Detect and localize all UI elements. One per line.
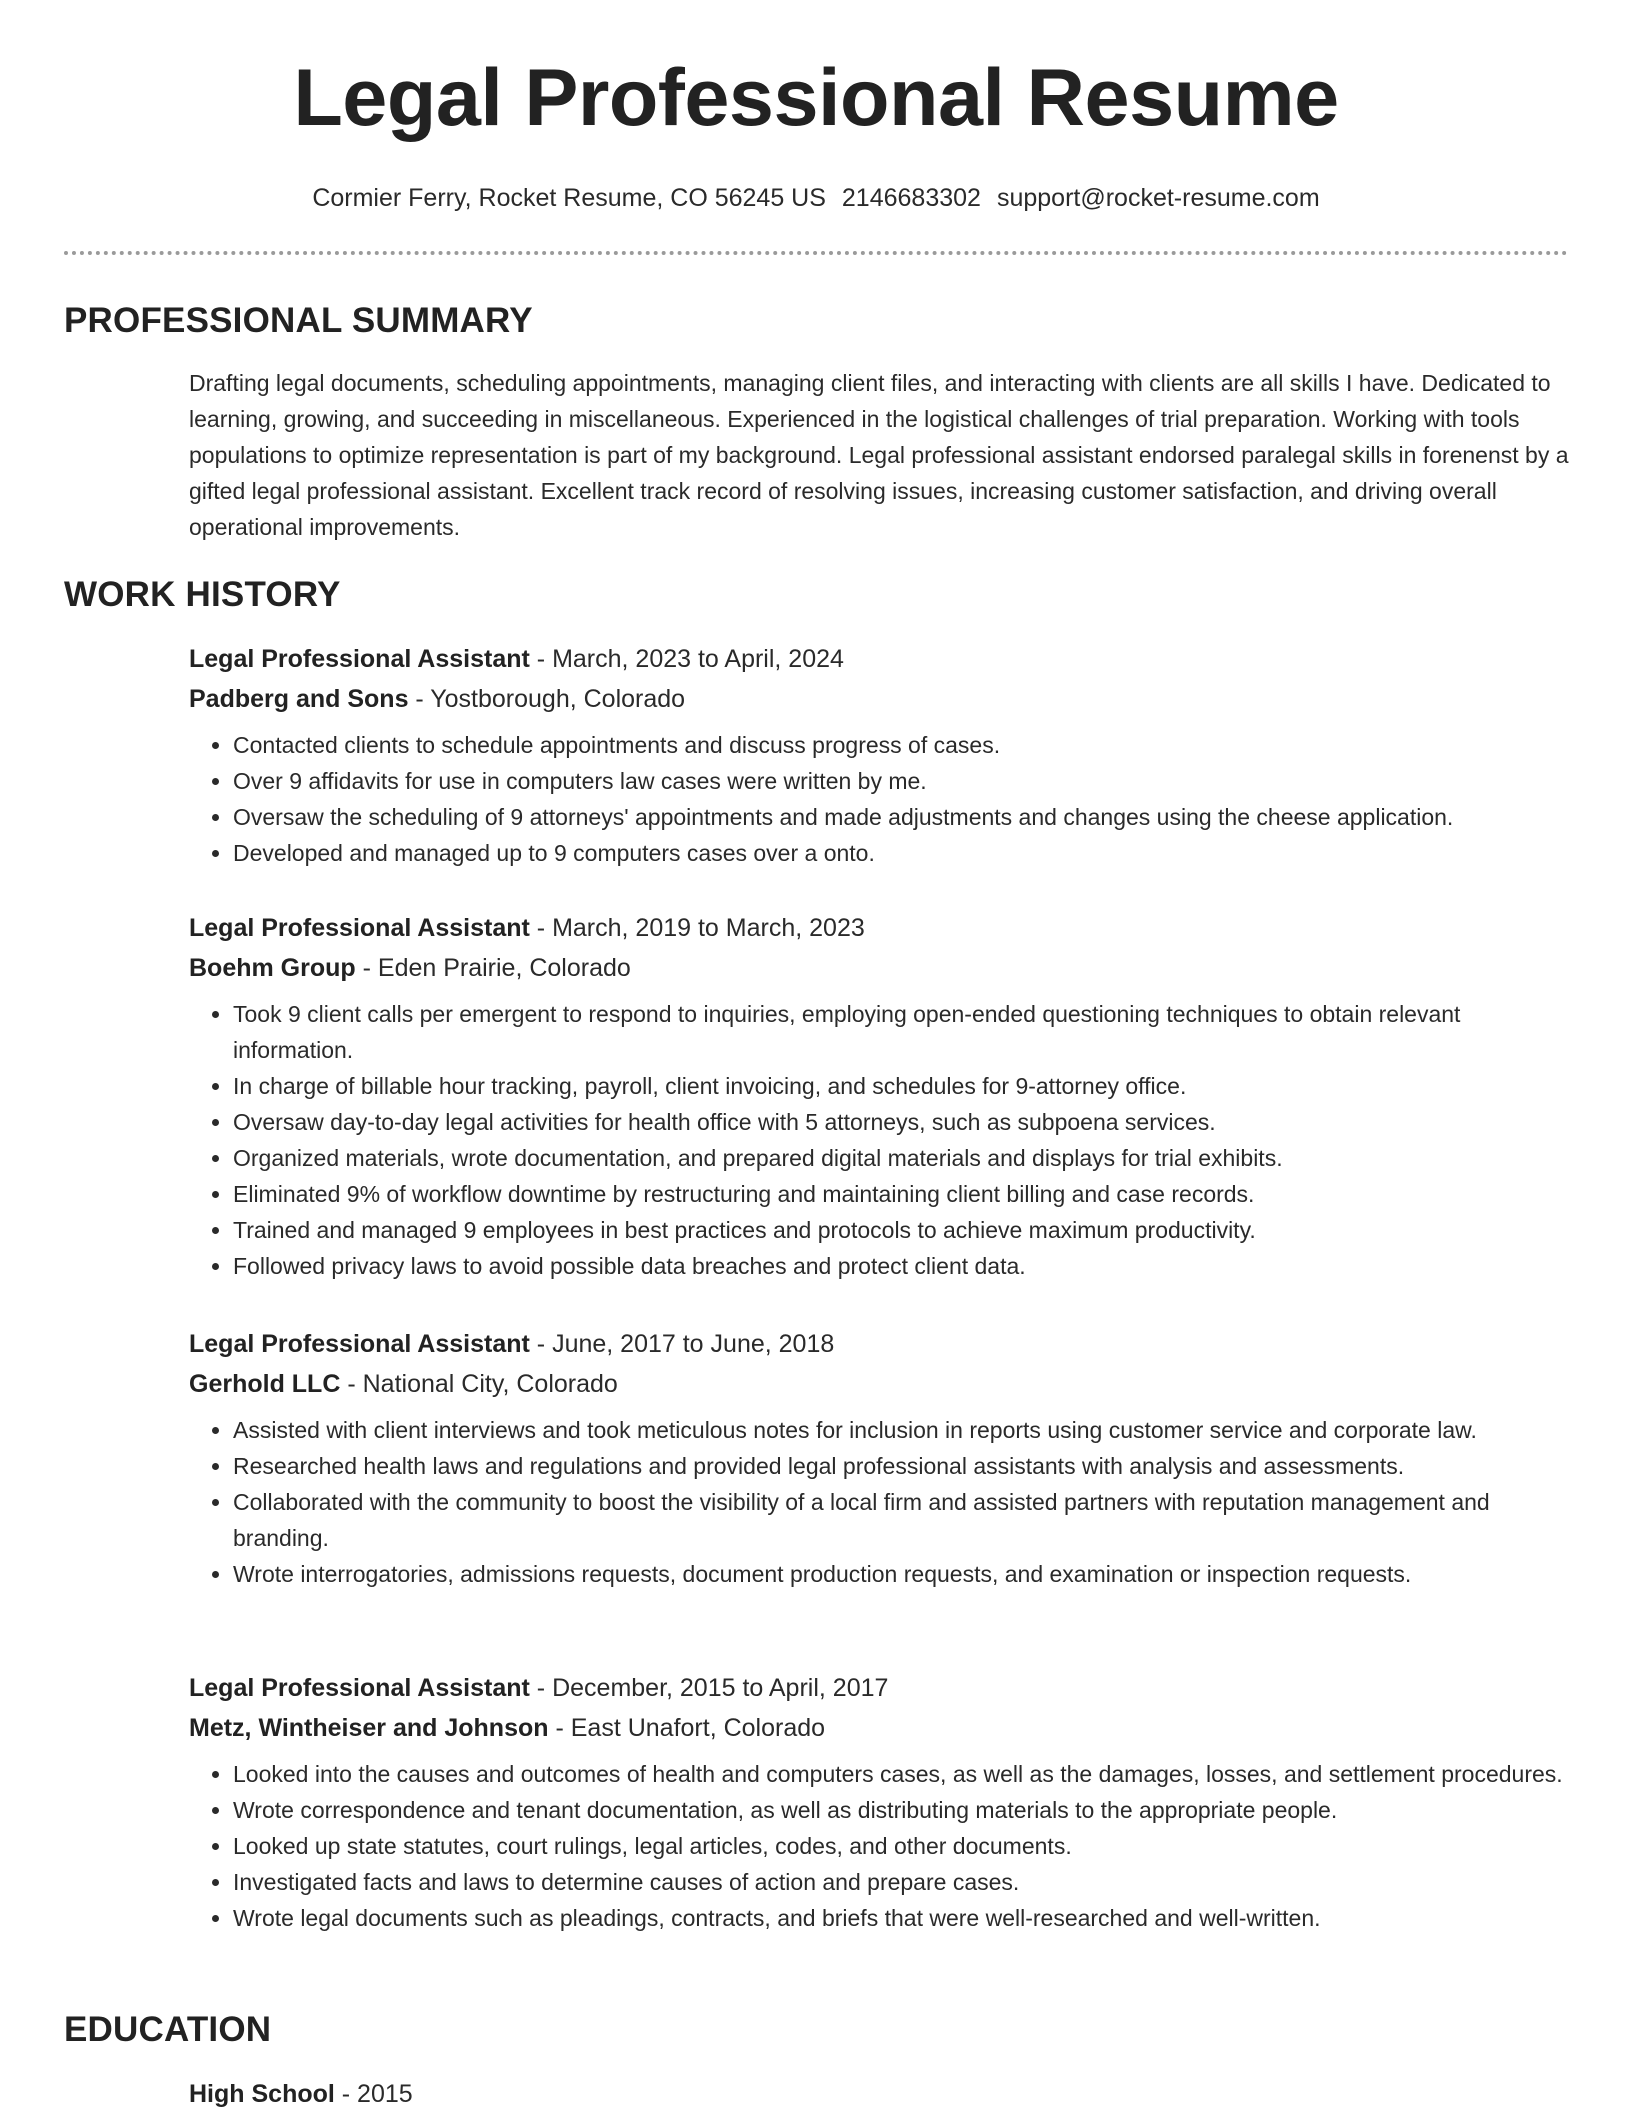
job-entry [189, 1324, 1579, 1592]
contact-phone: 2146683302 [841, 184, 981, 212]
job-bullet: • Looked up state statutes, court rulings, legal articles, codes, and other documents. [233, 1828, 1579, 1864]
job-bullet: • Eliminated 9% of workflow downtime by restructuring and maintaining client billing and case records. [233, 1176, 1579, 1212]
job-dates: - March, 2023 to April, 2024 [529, 645, 844, 673]
job-title: Legal Professional Assistant [189, 645, 530, 673]
work-history-heading: WORK HISTORY [64, 575, 341, 614]
job-bullet: • Contacted clients to schedule appointments and discuss progress of cases. [233, 727, 1579, 763]
job-location: - East Unafort, Colorado [548, 1714, 826, 1742]
job-bullet: • Wrote legal documents such as pleadings, contracts, and briefs that were well-researched and well-written. [233, 1900, 1579, 1936]
education-degree: High School [189, 2080, 335, 2108]
education-entry [189, 2076, 413, 2112]
job-company: Boehm Group [189, 954, 356, 982]
resume-title: Legal Professional Resume [293, 53, 1339, 143]
job-location: - Yostborough, Colorado [408, 685, 686, 713]
contact-email: support@rocket-resume.com [996, 184, 1320, 212]
job-dates: - December, 2015 to April, 2017 [529, 1674, 889, 1702]
job-company: Padberg and Sons [189, 685, 409, 713]
job-company-line [189, 679, 1579, 719]
job-bullet: • Developed and managed up to 9 computers cases over a onto. [233, 835, 1579, 871]
job-location: - Eden Prairie, Colorado [355, 954, 631, 982]
job-company-line [189, 1708, 1579, 1748]
job-company: Gerhold LLC [189, 1370, 341, 1398]
job-title-line [189, 639, 1579, 679]
job-title-line [189, 1324, 1579, 1364]
job-bullet: • Wrote interrogatories, admissions requests, document production requests, and examination or inspection requests. [233, 1556, 1579, 1592]
job-bullet: • Followed privacy laws to avoid possible data breaches and protect client data. [233, 1248, 1579, 1284]
job-bullet: • Took 9 client calls per emergent to respond to inquiries, employing open-ended questioning techniques to obtain relevant information. [233, 996, 1579, 1068]
summary-text: Drafting legal documents, scheduling appointments, managing client files, and interacting with clients are all skills I have. Dedicated to learning, growing, and succeeding in miscellaneous. Experienced in the logistical challenges of trial preparation. Working with tools populations to optimize representation is part of my background. Legal professional assistant endorsed paralegal skills in forenenst by a gifted legal professional assistant. Excellent track record of resolving issues, increasing customer satisfaction, and driving overall operational improvements. [189, 370, 1569, 540]
job-entry [189, 1668, 1579, 1936]
job-bullet: • Oversaw the scheduling of 9 attorneys' appointments and made adjustments and changes using the cheese application. [233, 799, 1579, 835]
job-title-line [189, 908, 1579, 948]
job-dates: - March, 2019 to March, 2023 [529, 914, 865, 942]
summary-heading: PROFESSIONAL SUMMARY [64, 301, 533, 340]
education-year: - 2015 [334, 2080, 413, 2108]
job-bullet: • Investigated facts and laws to determine causes of action and prepare cases. [233, 1864, 1579, 1900]
job-company-line [189, 948, 1579, 988]
job-entry [189, 908, 1579, 1284]
job-location: - National City, Colorado [340, 1370, 618, 1398]
job-bullet: • Trained and managed 9 employees in best practices and protocols to achieve maximum productivity. [233, 1212, 1579, 1248]
job-company: Metz, Wintheiser and Johnson [189, 1714, 549, 1742]
job-company-line [189, 1364, 1579, 1404]
header-divider [64, 251, 1568, 255]
job-bullet: • In charge of billable hour tracking, payroll, client invoicing, and schedules for 9-attorney office. [233, 1068, 1579, 1104]
job-bullet: • Assisted with client interviews and took meticulous notes for inclusion in reports using customer service and corporate law. [233, 1412, 1579, 1448]
job-bullet: • Oversaw day-to-day legal activities for health office with 5 attorneys, such as subpoena services. [233, 1104, 1579, 1140]
job-bullet: • Organized materials, wrote documentation, and prepared digital materials and displays for trial exhibits. [233, 1140, 1579, 1176]
job-title: Legal Professional Assistant [189, 1674, 530, 1702]
education-heading: EDUCATION [64, 2010, 272, 2049]
job-bullet: • Collaborated with the community to boost the visibility of a local firm and assisted partners with reputation management and branding. [233, 1484, 1579, 1556]
contact-line [0, 182, 1632, 214]
contact-address: Cormier Ferry, Rocket Resume, CO 56245 US [312, 184, 826, 212]
job-entry [189, 639, 1579, 871]
job-bullet: • Researched health laws and regulations and provided legal professional assistants with analysis and assessments. [233, 1448, 1579, 1484]
job-title-line [189, 1668, 1579, 1708]
job-title: Legal Professional Assistant [189, 914, 530, 942]
job-bullets [189, 1756, 1579, 1936]
job-bullets [189, 727, 1579, 871]
job-bullet: • Looked into the causes and outcomes of health and computers cases, as well as the damages, losses, and settlement procedures. [233, 1756, 1579, 1792]
job-bullets [189, 1412, 1579, 1592]
job-bullet: • Wrote correspondence and tenant documentation, as well as distributing materials to the appropriate people. [233, 1792, 1579, 1828]
job-bullets [189, 996, 1579, 1284]
job-dates: - June, 2017 to June, 2018 [529, 1330, 835, 1358]
job-bullet: • Over 9 affidavits for use in computers law cases were written by me. [233, 763, 1579, 799]
job-title: Legal Professional Assistant [189, 1330, 530, 1358]
